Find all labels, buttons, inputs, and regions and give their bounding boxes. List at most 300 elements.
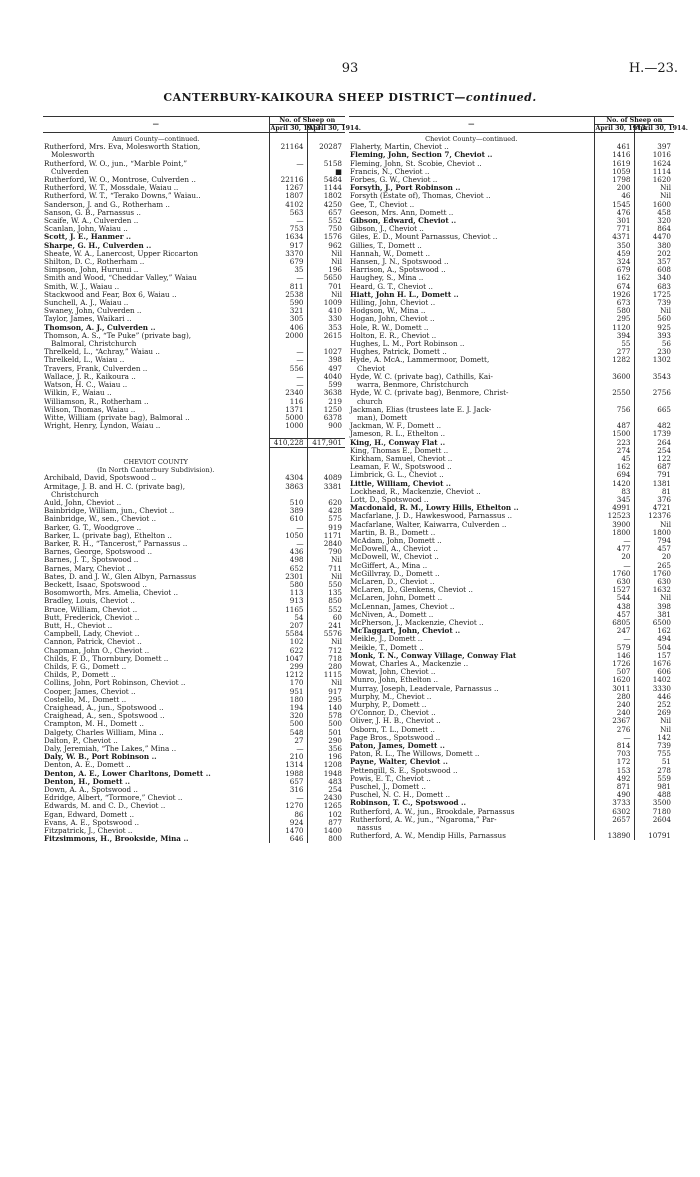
- owner-name: Oliver, J. H. B., Cheviot ..: [350, 716, 441, 726]
- owner-name: McDowell, W., Cheviot ..: [350, 552, 439, 562]
- owner-name: Edridge, Albert, “Tormore,” Cheviot ..: [44, 793, 183, 803]
- sheep-1914: 755: [634, 750, 674, 758]
- sheep-1913: —: [269, 373, 307, 381]
- sheep-1913: 924: [269, 819, 307, 827]
- sheep-1913: 4102: [269, 201, 307, 209]
- section-heading: Amuri County—continued.: [112, 135, 200, 143]
- sheep-1913: 1050: [269, 532, 307, 540]
- spacer-row: [43, 448, 345, 456]
- owner-name: Rutherford, W. O., jun., “Marble Point,”: [44, 158, 188, 168]
- sheep-1913: 679: [269, 258, 307, 266]
- owner-name: Gee, T., Cheviot ..: [350, 199, 415, 209]
- owner-name: Witte, William (private bag), Balmoral ..: [44, 412, 190, 422]
- owner-name: Denton, A. E., Lower Charltons, Domett ..: [44, 768, 211, 778]
- owner-name: Paton, R. L., The Willows, Domett ..: [350, 749, 480, 759]
- sheep-1914: 410: [307, 307, 345, 315]
- sheep-1913: 4991: [594, 504, 634, 512]
- sheep-table-right: [349, 116, 688, 841]
- table-row: [43, 835, 345, 843]
- sheep-1913: 1620: [594, 676, 634, 684]
- page-title-main: CANTERBURY-KAIKOURA SHEEP DISTRICT—: [163, 91, 466, 104]
- owner-name: Barker, R. H., “Tancerost,” Parnassus ..: [44, 538, 188, 548]
- sheep-1913: 507: [594, 668, 634, 676]
- owner-name: Dalgety, Charles William, Mina ..: [44, 727, 164, 737]
- sheep-1914: 20287: [307, 143, 345, 151]
- owner-name: King, Thomas E., Domett ..: [350, 445, 449, 455]
- sheep-1914: 917: [307, 688, 345, 696]
- sheep-1913: 2367: [594, 717, 634, 725]
- sheep-1914: 157: [634, 652, 674, 660]
- sheep-1913: 299: [269, 663, 307, 671]
- sheep-1913: 436: [269, 548, 307, 556]
- sheep-1914: 620: [307, 499, 345, 507]
- owner-name: Rutherford, A. W., jun., “Ngaroma,” Par-: [350, 814, 497, 824]
- sheep-1913: 951: [269, 688, 307, 696]
- owner-name: Barker, L. (private bag), Ethelton ..: [44, 530, 172, 540]
- owner-name: King, H., Conway Flat ..: [350, 437, 446, 447]
- sheep-1914: 196: [307, 266, 345, 274]
- sheep-1914: Nil: [307, 291, 345, 299]
- sheep-1913: 301: [594, 217, 634, 225]
- sheep-1914: 393: [634, 332, 674, 340]
- sheep-1913: 240: [594, 701, 634, 709]
- sheep-1913: 180: [269, 696, 307, 704]
- sheep-1913: 113: [269, 589, 307, 597]
- owner-name: Fitzsimmons, H., Brookside, Mina ..: [44, 834, 189, 844]
- sheep-1914: 711: [307, 565, 345, 573]
- sheep-1913: 102: [269, 638, 307, 646]
- owner-name: Hyde, W. C. (private bag), Cathills, Kai-: [350, 371, 493, 381]
- sheep-1914: 1016: [634, 151, 674, 159]
- owner-name: McLaren, John, Domett ..: [350, 593, 443, 603]
- sheep-1914: 575: [307, 515, 345, 523]
- sheep-1913: 4304: [269, 474, 307, 482]
- owner-name: Fleming, John, St. Scobie, Cheviot ..: [350, 158, 482, 168]
- sheep-1913: 2340: [269, 389, 307, 397]
- left-table-half: [43, 116, 361, 844]
- sheep-1914: 102: [307, 811, 345, 819]
- sheep-1913: 548: [269, 729, 307, 737]
- sheep-1913: 1619: [594, 160, 634, 168]
- sheep-1914: 850: [307, 597, 345, 605]
- sheep-1913: 2550: [594, 389, 634, 397]
- sheep-1914: 376: [634, 496, 674, 504]
- sheep-1914: 20: [634, 553, 674, 561]
- empty-cell: [43, 448, 269, 456]
- page-title: [0, 91, 700, 104]
- owner-name: Wright, Henry, Lyndon, Waiau ..: [44, 421, 161, 431]
- owner-name: McLaren, D., Glenkens, Cheviot ..: [350, 585, 473, 595]
- sheep-1914: 1624: [634, 160, 674, 168]
- sheep-1913: 487: [594, 422, 634, 430]
- sheep-1914: 1171: [307, 532, 345, 540]
- sheep-1914: 457: [634, 545, 674, 553]
- sheep-1914: 683: [634, 283, 674, 291]
- owner-name: Hole, R. W., Domett ..: [350, 322, 429, 332]
- owner-name: Christchurch: [51, 489, 99, 499]
- owner-name: Denton, H., Domett ..: [44, 776, 131, 786]
- sheep-1914: 1381: [634, 480, 674, 488]
- owner-name: Leaman, F. W., Spotswood ..: [350, 462, 452, 472]
- sheep-1914: Nil: [634, 717, 674, 725]
- sheep-1913: 170: [269, 679, 307, 687]
- sheep-1914: 340: [634, 274, 674, 282]
- sheep-1914: 1400: [307, 827, 345, 835]
- owner-name: Giles, E. D., Mount Parnassus, Cheviot ..: [350, 232, 498, 242]
- owner-name: Hogan, John, Cheviot ..: [350, 314, 435, 324]
- sheep-1913: 674: [594, 283, 634, 291]
- sheep-1913: 679: [594, 266, 634, 274]
- sheep-1913: 622: [269, 647, 307, 655]
- owner-name: Munro, John, Ethelton ..: [350, 675, 439, 685]
- sheep-1913: 579: [594, 644, 634, 652]
- owner-name: church: [357, 396, 383, 406]
- owner-name: Robinson, T. C., Spotswood ..: [350, 798, 467, 808]
- sheep-1913: 1267: [269, 184, 307, 192]
- owner-name: man), Domett: [357, 412, 408, 422]
- sheep-1914: 1027: [307, 348, 345, 356]
- owner-name: Childs, F. D., Thornbury, Domett ..: [44, 653, 169, 663]
- sheep-1914: 10791: [634, 832, 674, 840]
- owner-name: Balmoral, Christchurch: [51, 339, 137, 349]
- owner-name: Hannah, W., Domett ..: [350, 248, 431, 258]
- owner-name: warra, Benmore, Christchurch: [357, 380, 469, 390]
- sheep-1914: 295: [307, 696, 345, 704]
- sheep-1913: 1212: [269, 671, 307, 679]
- sheep-1914: 559: [634, 775, 674, 783]
- sheep-1914: 357: [634, 258, 674, 266]
- sheep-1914: 202: [634, 250, 674, 258]
- owner-name: Rutherford, W. O., Montrose, Culverden ..: [44, 175, 196, 185]
- year-1914-header: April 30, 1914.: [635, 125, 688, 132]
- owner-name: Hyde, A. McA., Lammermoor, Domett,: [350, 355, 490, 365]
- sheep-1913: 1798: [594, 176, 634, 184]
- owner-name: McLaren, D., Cheviot ..: [350, 576, 435, 586]
- sheep-1914: 1676: [634, 660, 674, 668]
- owner-name: Daly, Jeremiah, “The Lakes,” Mina ..: [44, 744, 177, 754]
- sheep-1914: 877: [307, 819, 345, 827]
- sheep-1914: 500: [307, 720, 345, 728]
- sheep-1913: 652: [269, 565, 307, 573]
- report-reference: H.—23.: [628, 61, 678, 76]
- sheep-table-left: [43, 116, 361, 844]
- sheep-1913: 3900: [594, 521, 634, 529]
- sheep-1913: 913: [269, 597, 307, 605]
- sheep-1913: 2000: [269, 332, 307, 340]
- sheep-1913: 324: [594, 258, 634, 266]
- owner-name: Mowat, Charles A., Mackenzie ..: [350, 659, 469, 668]
- owner-name: Simpson, John, Hurunui ..: [44, 265, 139, 275]
- empty-cell: [43, 430, 269, 438]
- owner-name: Craighead, A., jun., Spotswood ..: [44, 703, 164, 713]
- owner-name: Taylor, James, Waikari ..: [44, 314, 132, 324]
- sheep-1913: 1470: [269, 827, 307, 835]
- sheep-1913: 406: [269, 324, 307, 332]
- sheep-1913: 3370: [269, 250, 307, 258]
- owner-name: Cooper, James, Cheviot ..: [44, 686, 136, 696]
- sheep-1913: 240: [594, 709, 634, 717]
- sheep-1913: 1988: [269, 770, 307, 778]
- sheep-1914: 330: [307, 315, 345, 323]
- sheep-1914: 353: [307, 324, 345, 332]
- sheep-1914: 1802: [307, 192, 345, 200]
- owner-name: McDowell, A., Cheviot ..: [350, 544, 438, 554]
- sheep-1913: 590: [269, 299, 307, 307]
- owner-name: Paton, James, Domett ..: [350, 741, 445, 751]
- sheep-1914: 2756: [634, 389, 674, 397]
- sheep-1914: 900: [307, 422, 345, 430]
- sheep-1913: —: [594, 537, 634, 545]
- sheep-1913: —: [269, 540, 307, 548]
- owner-name: Wallace, J. R., Kaikoura ..: [44, 371, 136, 381]
- sheep-1914: 1620: [634, 176, 674, 184]
- owner-name: Jackman, W. F., Domett ..: [350, 421, 442, 431]
- sheep-1913: —: [269, 348, 307, 356]
- sheep-1914: 1144: [307, 184, 345, 192]
- owner-name: Rutherford, A. W., Mendip Hills, Parnassus: [350, 831, 506, 841]
- owner-name: Holton, E. R., Cheviot ..: [350, 330, 437, 340]
- owner-name: Martin, B. B., Domett ..: [350, 527, 436, 537]
- sheep-1914: 458: [634, 209, 674, 217]
- sheep-1913: 55: [594, 340, 634, 348]
- owner-name: Geeson, Mrs. Ann, Domett ..: [350, 207, 454, 217]
- owner-name: Egan, Edward, Domett ..: [44, 809, 135, 819]
- sheep-1914: 550: [307, 581, 345, 589]
- owner-name: Limbrick, G. L., Cheviot ..: [350, 470, 444, 480]
- table-row: [43, 422, 345, 430]
- sheep-1913: 5000: [269, 414, 307, 422]
- page-title-continued: continued.: [465, 91, 537, 104]
- owner-name: Williamson, R., Rotherham ..: [44, 396, 149, 406]
- owner-name: Barnes, J. T., Spotswood ..: [44, 555, 139, 565]
- sheep-1914: 712: [307, 647, 345, 655]
- owner-name: Shilton, D. C., Rotherham ..: [44, 257, 145, 267]
- sheep-1914: 800: [307, 835, 345, 843]
- sheep-1914: 142: [634, 734, 674, 742]
- sheep-1914: 560: [634, 315, 674, 323]
- owner-name: Campbell, Lady, Cheviot ..: [44, 629, 140, 639]
- sheep-1914: 5158: [307, 160, 345, 168]
- sheep-1913: —: [269, 794, 307, 802]
- sheep-1914: 578: [307, 712, 345, 720]
- sheep-1914: Nil: [307, 638, 345, 646]
- owner-name: Watson, H. C., Waiau ..: [44, 380, 128, 390]
- sheep-1913: 4371: [594, 233, 634, 241]
- sheep-1914: 3638: [307, 389, 345, 397]
- owner-name: Threlkeld, L., Waiau ..: [44, 355, 125, 365]
- sheep-1914: 4470: [634, 233, 674, 241]
- sheep-1913: 22116: [269, 176, 307, 184]
- sheep-1914: 446: [634, 693, 674, 701]
- sheep-1913: 345: [594, 496, 634, 504]
- owner-name: Forsyth (Estate of), Thomas, Cheviot ..: [350, 191, 491, 201]
- sheep-1914: 1739: [634, 430, 674, 438]
- owner-name: Fitzpatrick, J., Cheviot ..: [44, 826, 133, 836]
- sheep-1914: Nil: [634, 521, 674, 529]
- subsection-heading: (In North Canterbury Subdivision).: [97, 466, 215, 475]
- sheep-1913: 811: [269, 283, 307, 291]
- sheep-1914: 265: [634, 562, 674, 570]
- sheep-1913: 13890: [594, 832, 634, 840]
- sheep-1913: 280: [594, 693, 634, 701]
- empty-cell: [43, 439, 269, 448]
- sheep-1913: 1420: [594, 480, 634, 488]
- sheep-1914: 790: [307, 548, 345, 556]
- sheep-1913: 45: [594, 455, 634, 463]
- sheep-1914: 1265: [307, 802, 345, 810]
- sheep-1914: 504: [634, 644, 674, 652]
- owner-name: Travers, Frank, Culverden ..: [44, 363, 148, 373]
- sheep-1913: 277: [594, 348, 634, 356]
- sheep-1913: 814: [594, 742, 634, 750]
- sheep-1914: 739: [634, 299, 674, 307]
- sheep-1913: 35: [269, 266, 307, 274]
- sheep-1913: 3863: [269, 483, 307, 491]
- sheep-1914: 5576: [307, 630, 345, 638]
- sheep-1913: —: [594, 562, 634, 570]
- owner-name: McPherson, J., Mackenzie, Cheviot ..: [350, 617, 484, 627]
- sheep-1914: Nil: [634, 726, 674, 734]
- owner-name: Scott, J. E., Hanmer ..: [44, 232, 131, 242]
- sheep-1914: 196: [307, 753, 345, 761]
- sheep-1913: —: [269, 160, 307, 168]
- sheep-1913: 321: [269, 307, 307, 315]
- section-heading: CHEVIOT COUNTY: [123, 457, 188, 466]
- sheep-1913: 172: [594, 758, 634, 766]
- sheep-1913: —: [269, 356, 307, 364]
- owner-name: Daly, W. B., Port Robinson ..: [44, 752, 157, 762]
- sheep-1913: 917: [269, 242, 307, 250]
- sheep-1913: 21164: [269, 143, 307, 151]
- sheep-1913: 510: [269, 499, 307, 507]
- sheep-1913: —: [269, 524, 307, 532]
- sheep-1914: 380: [634, 242, 674, 250]
- owner-name: Payne, Walter, Cheviot ..: [350, 757, 448, 767]
- sheep-1914: 925: [634, 324, 674, 332]
- table-row: [349, 832, 674, 840]
- owner-name: Mowat, John, Cheviot ..: [350, 667, 436, 677]
- sheep-1914: 219: [307, 398, 345, 406]
- owner-name: Childs, P., Domett ..: [44, 670, 116, 680]
- sheep-1913: 492: [594, 775, 634, 783]
- sheep-1913: 86: [269, 811, 307, 819]
- sheep-1913: 477: [594, 545, 634, 553]
- sheep-1913: 1926: [594, 291, 634, 299]
- sheep-1913: 694: [594, 471, 634, 479]
- owner-name: Smith, W. J., Waiau ..: [44, 281, 120, 291]
- sheep-1913: 83: [594, 488, 634, 496]
- owner-name: Hilling, John, Cheviot ..: [350, 298, 436, 308]
- sheep-1913: 316: [269, 786, 307, 794]
- owner-name: Chapman, John O., Cheviot ..: [44, 645, 150, 655]
- sheep-1913: 1000: [269, 422, 307, 430]
- sheep-1913: 194: [269, 704, 307, 712]
- owner-name: Sunchell, A. J., Waiau ..: [44, 298, 129, 308]
- sheep-1914: 254: [307, 786, 345, 794]
- sheep-1914: 4721: [634, 504, 674, 512]
- sheep-1913: 5584: [269, 630, 307, 638]
- year-1913-header: April 30, 1913.: [270, 125, 323, 132]
- empty-cell: [307, 456, 345, 466]
- sheep-1913: 223: [594, 439, 634, 447]
- sheep-1914: 254: [634, 447, 674, 455]
- owner-name: McLennan, James, Cheviot ..: [350, 601, 455, 611]
- sheep-1913: 1634: [269, 233, 307, 241]
- sheep-1913: 6805: [594, 619, 634, 627]
- owner-name: Murphy, M., Cheviot ..: [350, 691, 432, 701]
- sheep-1913: 610: [269, 515, 307, 523]
- sheep-1914: 122: [634, 455, 674, 463]
- owner-name: Meikle, J., Domett ..: [350, 634, 423, 644]
- sheep-1914: 428: [307, 507, 345, 515]
- sheep-1914: 657: [307, 209, 345, 217]
- sheep-1914: 608: [634, 266, 674, 274]
- owner-name: Sanderson, J. and G., Rotherham ..: [44, 199, 170, 209]
- sheep-1913: 1047: [269, 655, 307, 663]
- sheep-1914: 12376: [634, 512, 674, 520]
- owner-name: McGillvray, D., Domett ..: [350, 568, 440, 578]
- sheep-1914: 739: [634, 742, 674, 750]
- sheep-1914: 2615: [307, 332, 345, 340]
- sheep-1913: 1545: [594, 201, 634, 209]
- sheep-1914: 3381: [307, 483, 345, 491]
- sheep-1913: 657: [269, 778, 307, 786]
- sheep-1914: Nil: [307, 556, 345, 564]
- owner-name: Forbes, G. W., Cheviot ..: [350, 175, 438, 185]
- sheep-1913: 457: [594, 611, 634, 619]
- sheep-1914: 981: [634, 783, 674, 791]
- sheep-1913: 162: [594, 274, 634, 282]
- sheep-1914: 241: [307, 622, 345, 630]
- right-table-half: [349, 116, 688, 841]
- sheep-1913: 20: [594, 553, 634, 561]
- sheep-1914: 630: [634, 578, 674, 586]
- sheep-1913: 756: [594, 406, 634, 414]
- sheep-1913: 1726: [594, 660, 634, 668]
- sheep-1914: 665: [634, 406, 674, 414]
- owner-name: Murphy, P., Domett ..: [350, 700, 427, 710]
- sheep-1913: 153: [594, 767, 634, 775]
- sheep-1914: 1948: [307, 770, 345, 778]
- sheep-1914: 140: [307, 704, 345, 712]
- sheep-1914: 1114: [634, 168, 674, 176]
- owner-name: Wilson, Thomas, Waiau ..: [44, 404, 136, 414]
- empty-cell: [269, 448, 307, 456]
- sheep-1914: Nil: [307, 573, 345, 581]
- owner-name: Edwards, M. and C. D., Cheviot ..: [44, 801, 166, 811]
- sheep-1914: Nil: [634, 184, 674, 192]
- owner-name: Jameson, R. L., Ethelton ..: [350, 429, 446, 439]
- owner-name: Auld, John, Cheviot ..: [44, 497, 122, 507]
- sheep-1913: 1760: [594, 570, 634, 578]
- total-1913: 410,228: [269, 439, 307, 448]
- owner-name: Childs, F. G., Domett ..: [44, 662, 127, 671]
- owner-name: Puschel, N. C. H., Domett ..: [350, 790, 451, 800]
- sheep-1914: 1760: [634, 570, 674, 578]
- sheep-1913: 1059: [594, 168, 634, 176]
- owner-name: Page Bros., Spotswood ..: [350, 732, 441, 742]
- sheep-1913: 1416: [594, 151, 634, 159]
- empty-cell: [269, 456, 307, 466]
- table-row: [349, 356, 674, 364]
- sheep-1913: 500: [269, 720, 307, 728]
- sheep-1913: 673: [594, 299, 634, 307]
- sheep-1913: 274: [594, 447, 634, 455]
- sheep-1913: 247: [594, 627, 634, 635]
- owner-name: Gibson, Edward, Cheviot ..: [350, 216, 457, 226]
- sheep-1914: 7180: [634, 808, 674, 816]
- sheep-1913: 27: [269, 737, 307, 745]
